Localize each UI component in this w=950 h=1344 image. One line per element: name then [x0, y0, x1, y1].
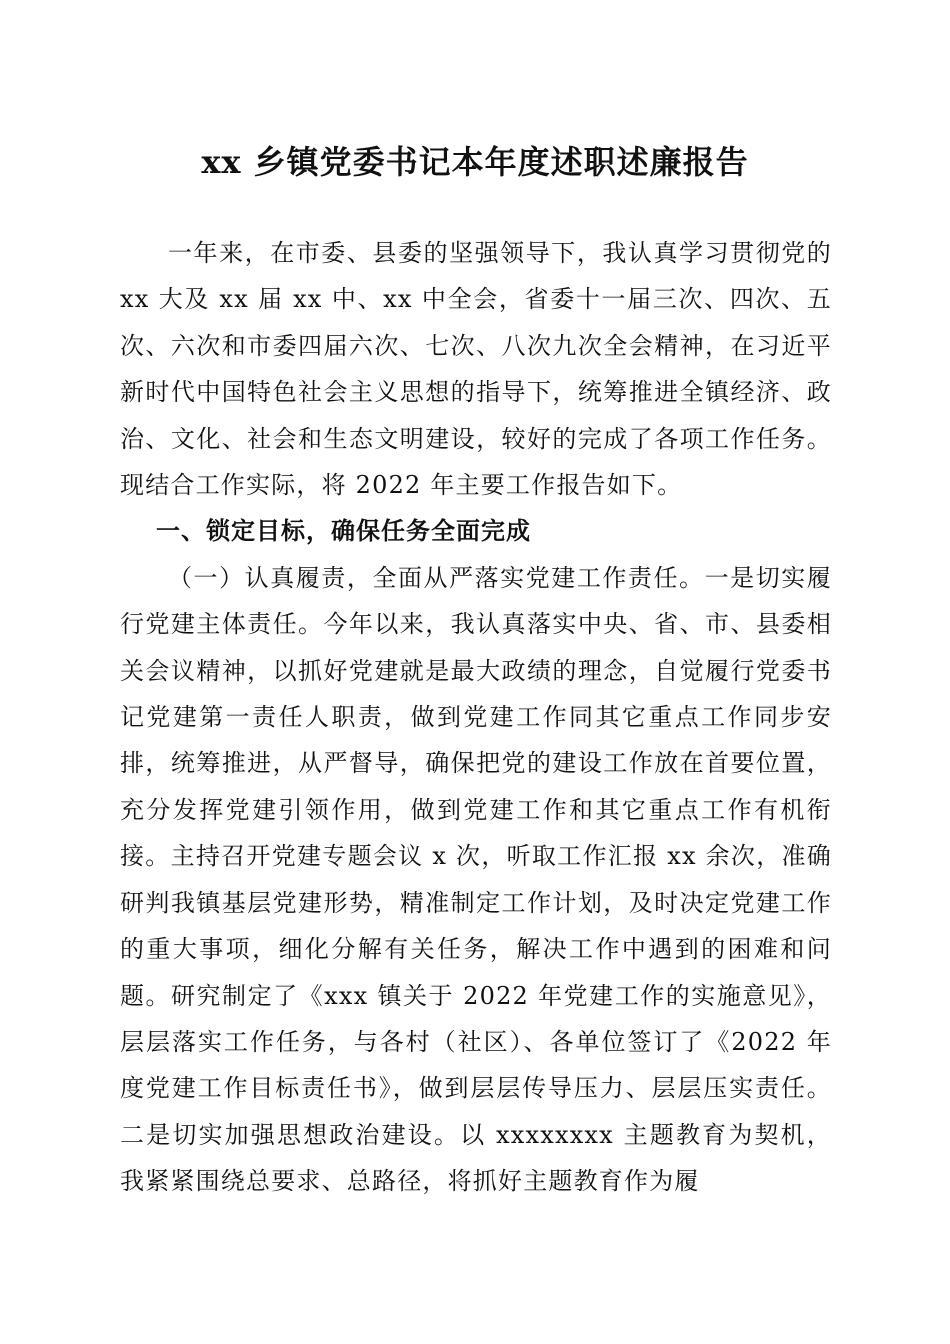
section-paragraph: （一）认真履责，全面从严落实党建工作责任。一是切实履行党建主体责任。今年以来，我认真落实中央、省、市、县委相关会议精神，以抓好党建就是最大政绩的理念，自觉履行党委书记党建第一责任人职责，做到党建工作同其它重点工作同步安排，统筹推进，从严督导，确保把党的建设工作放在首要位置，充分发挥党建引领作用，做到党建工作和其它重点工作有机衔接。主持召开党建专题会议 x 次，听取工作汇报 xx 余次，准确研判我镇基层党建形势，精准制定工作计划，及时决定党建工作的重大事项，细化分解有关任务，解决工作中遇到的困难和问题。研究制定了《xxx 镇关于 2022 年党建工作的实施意见》，层层落实工作任务，与各村（社区）、各单位签订了《2022 年度党建工作目标责任书》，做到层层传导压力、层层压实责任。二是切实加强思想政治建设。以 xxxxxxxx 主题教育为契机，我紧紧围绕总要求、总路径，将抓好主题教育作为履: [120, 563, 832, 1196]
document-title: xx 乡镇党委书记本年度述职述廉报告: [201, 143, 749, 181]
document-body: [120, 230, 832, 1205]
section-heading: 一、锁定目标，确保任务全面完成: [156, 517, 531, 546]
intro-paragraph: 一年来，在市委、县委的坚强领导下，我认真学习贯彻党的 xx 大及 xx 届 xx 中、xx 中全会，省委十一届三次、四次、五次、六次和市委四届六次、七次、八次九次全会精神，在习近平新时代中国特色社会主义思想的指导下，统筹推进全镇经济、政治、文化、社会和生态文明建设，较好的完成了各项工作任务。现结合工作实际，将 2022 年主要工作报告如下。: [120, 239, 832, 500]
